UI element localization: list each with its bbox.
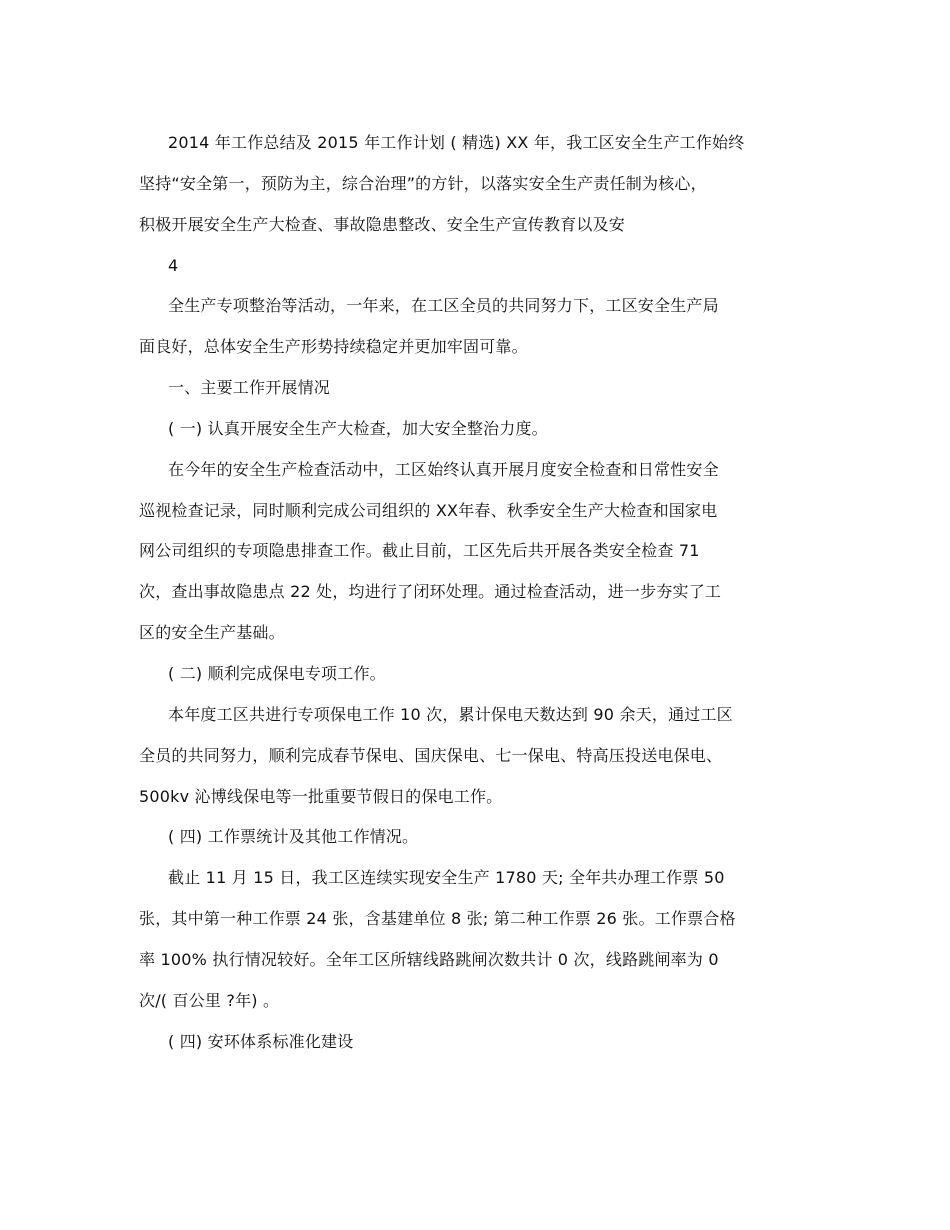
- subheading-work-ticket-statistics: ( 四) 工作票统计及其他工作情况。: [168, 827, 419, 846]
- power-protection-line-2: 全员的共同努力，顺利完成春节保电、国庆保电、七一保电、特高压投送电保电、: [139, 746, 723, 765]
- paragraph-continued-line-2: 面良好，总体安全生产形势持续稳定并更加牢固可靠。: [139, 337, 528, 356]
- section-heading-main-work: 一、主要工作开展情况: [168, 378, 331, 397]
- work-ticket-line-2: 张，其中第一种工作票 24 张，含基建单位 8 张; 第二种工作票 26 张。工作票合格: [139, 909, 736, 928]
- page-number-fragment: 4: [168, 256, 179, 275]
- inspection-line-1: 在今年的安全生产检查活动中，工区始终认真开展月度安全检查和日常性安全: [168, 460, 719, 479]
- subheading-safety-inspection: ( 一) 认真开展安全生产大检查，加大安全整治力度。: [168, 419, 548, 438]
- paragraph-intro-line-1: 2014 年工作总结及 2015 年工作计划 ( 精选) XX 年，我工区安全生产工作始终: [168, 133, 745, 152]
- inspection-line-5: 区的安全生产基础。: [139, 623, 285, 642]
- inspection-line-3: 网公司组织的专项隐患排查工作。截止目前，工区先后共开展各类安全检查 71: [139, 541, 700, 560]
- subheading-standardization: ( 四) 安环体系标准化建设: [168, 1032, 354, 1051]
- paragraph-continued-line-1: 全生产专项整治等活动，一年来，在工区全员的共同努力下，工区安全生产局: [168, 296, 719, 315]
- power-protection-line-3: 500kv 沁博线保电等一批重要节假日的保电工作。: [139, 787, 503, 806]
- inspection-line-4: 次，查出事故隐患点 22 处，均进行了闭环处理。通过检查活动，进一步夯实了工: [139, 582, 722, 601]
- work-ticket-line-1: 截止 11 月 15 日，我工区连续实现安全生产 1780 天; 全年共办理工作票 50: [168, 868, 725, 887]
- paragraph-intro-line-2: 坚持“安全第一，预防为主，综合治理”的方针，以落实安全生产责任制为核心，: [139, 174, 707, 193]
- work-ticket-line-4: 次/( 百公里 ?年) 。: [139, 991, 280, 1010]
- inspection-line-2: 巡视检查记录，同时顺利完成公司组织的 XX年春、秋季安全生产大检查和国家电: [139, 501, 718, 520]
- power-protection-line-1: 本年度工区共进行专项保电工作 10 次，累计保电天数达到 90 余天，通过工区: [168, 705, 733, 724]
- subheading-power-protection: ( 二) 顺利完成保电专项工作。: [168, 664, 386, 683]
- paragraph-intro-line-3: 积极开展安全生产大检查、事故隐患整改、安全生产宣传教育以及安: [139, 215, 626, 234]
- work-ticket-line-3: 率 100% 执行情况较好。全年工区所辖线路跳闸次数共计 0 次，线路跳闸率为 0: [139, 950, 719, 969]
